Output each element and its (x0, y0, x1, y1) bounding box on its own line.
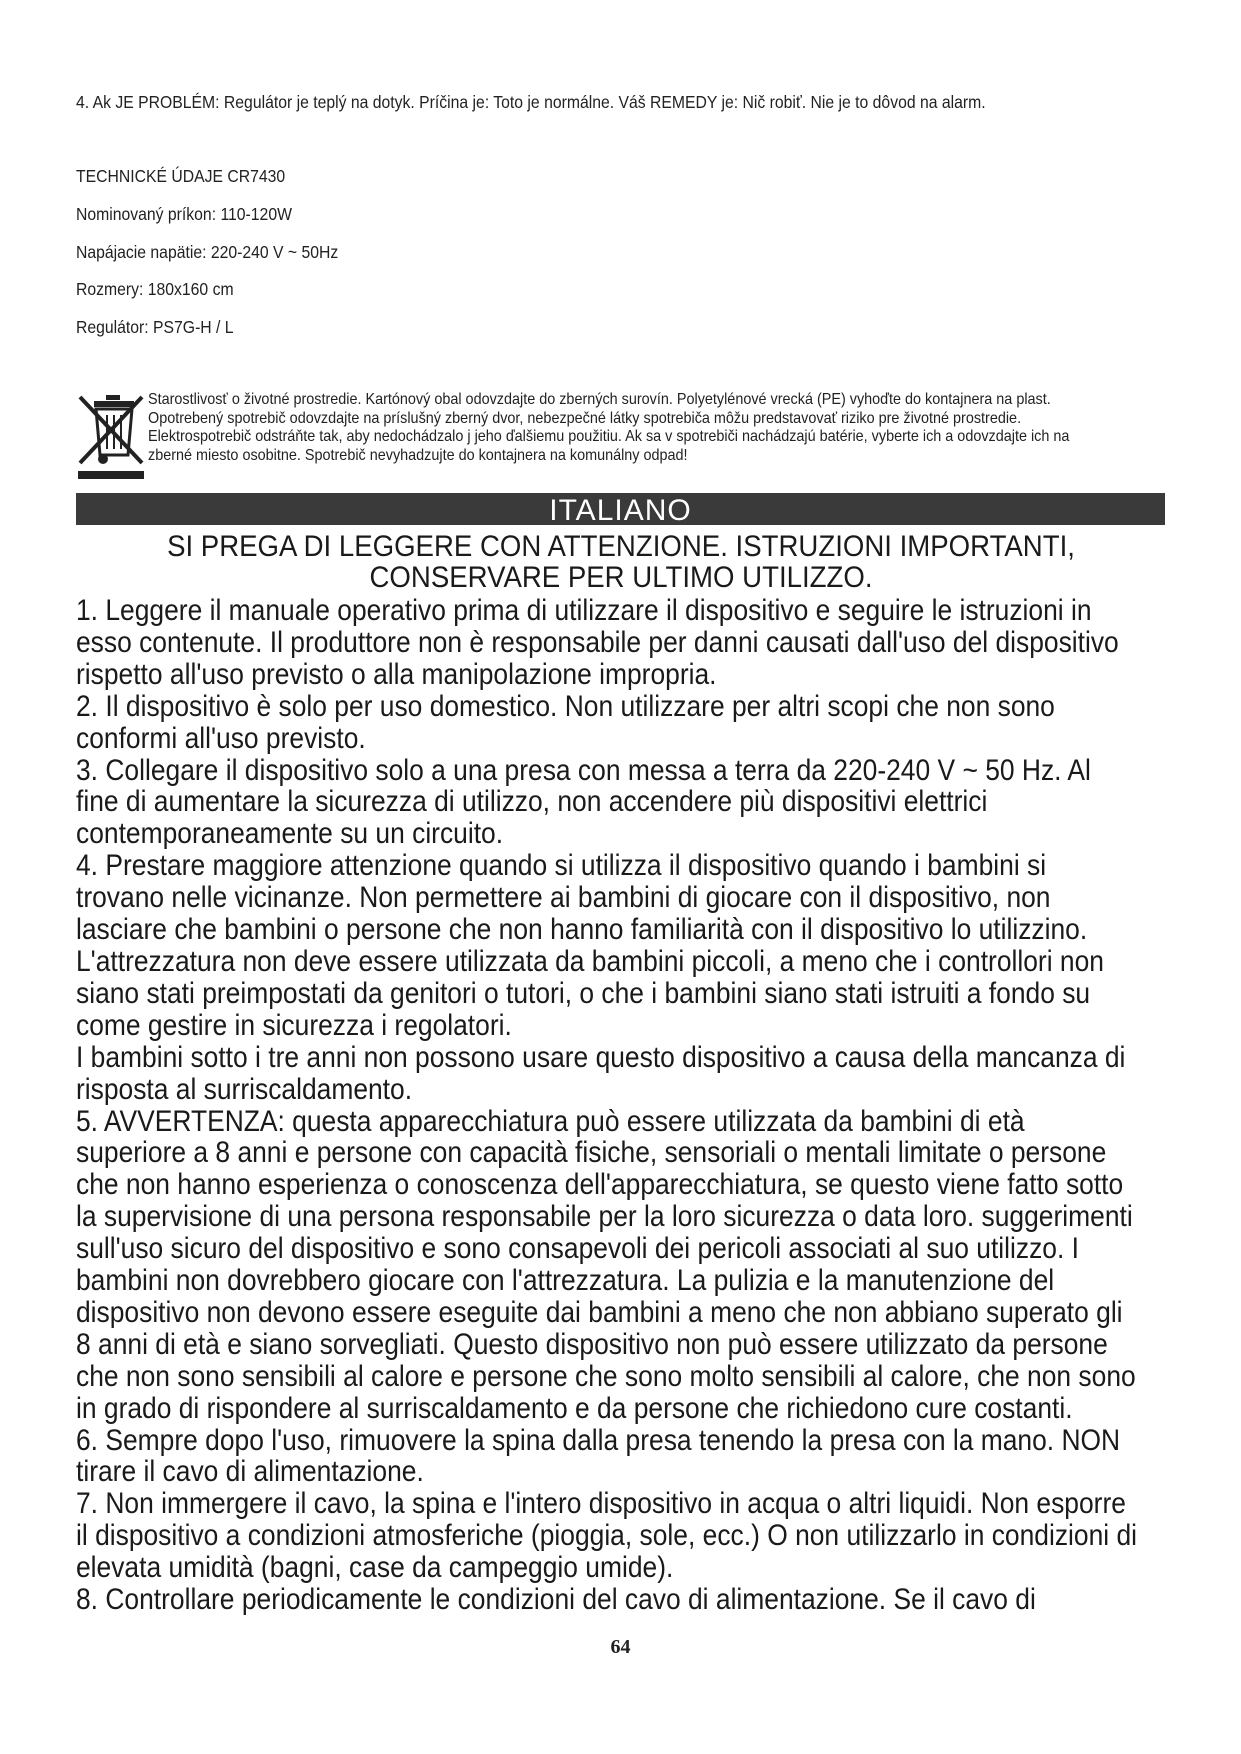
body-line: trovano nelle vicinanze. Non permettere ai bambini di giocare con il dispositivo, non (76, 881, 1051, 915)
section-heading: SI PREGA DI LEGGERE CON ATTENZIONE. ISTRUZIONI IMPORTANTI, CONSERVARE PER ULTIMO UTILIZZO. (167, 530, 1075, 594)
body-line: rispetto all'uso previsto o alla manipolazione impropria. (76, 657, 717, 691)
environment-line: Elektrospotrebič odstráňte tak, aby nedochádzalo j jeho ďalšiemu použitiu. Ak sa v spotrebiči nachádzajú batérie, vyberte ich a odovzdajte ich na (148, 428, 1070, 445)
spec-dimensions: Rozmery: 180x160 cm (76, 279, 234, 299)
body-line: 8. Controllare periodicamente le condizioni del cavo di alimentazione. Se il cavo di (76, 1583, 1036, 1617)
crossed-out-wheelie-bin-icon (76, 391, 146, 481)
troubleshooting-line: 4. Ak JE PROBLÉM: Regulátor je teplý na dotyk. Príčina je: Toto je normálne. Váš REMEDY je: Nič robiť. Nie je to dôvod na alarm. (76, 92, 986, 112)
body-line: 3. Collegare il dispositivo solo a una presa con messa a terra da 220-240 V ~ 50 Hz. Al (76, 753, 1091, 787)
spec-regulator: Regulátor: PS7G-H / L (76, 317, 234, 337)
page-number: 64 (610, 1636, 631, 1658)
body-line: I bambini sotto i tre anni non possono usare questo dispositivo a causa della mancanza di (76, 1040, 1126, 1074)
body-line: siano stati preimpostati da genitori o tutori, o che i bambini siano stati istruiti a fondo su (76, 976, 1091, 1010)
body-line: L'attrezzatura non deve essere utilizzata da bambini piccoli, a meno che i controllori non (76, 944, 1104, 978)
body-line: lasciare che bambini o persone che non hanno familiarità con il dispositivo lo utilizzino. (76, 913, 1088, 947)
environment-line: Opotrebený spotrebič odovzdajte na príslušný zberný dvor, nebezpečné látky spotrebiča môžu predstavovať riziko pre životné prostredie. (148, 409, 1022, 427)
body-line: risposta al surriscaldamento. (76, 1072, 413, 1106)
environment-notice (76, 391, 1166, 481)
body-line: 8 anni di età e siano sorvegliati. Questo dispositivo non può essere utilizzato da persone (76, 1327, 1108, 1361)
body-line: bambini non dovrebbero giocare con l'attrezzatura. La pulizia e la manutenzione del (76, 1264, 1055, 1298)
language-title: ITALIANO (549, 494, 692, 527)
body-line: conformi all'uso previsto. (76, 721, 366, 755)
body-line: superiore a 8 anni e persone con capacità fisiche, sensoriali o mentali limitate o persone (76, 1136, 1107, 1170)
body-line: come gestire in sicurezza i regolatori. (76, 1008, 512, 1042)
language-banner (76, 493, 1165, 525)
body-line: il dispositivo a condizioni atmosferiche (pioggia, sole, ecc.) O non utilizzarlo in condizioni di (76, 1519, 1138, 1553)
environment-line: Starostlivosť o životné prostredie. Kartónový obal odovzdajte do zberných surovín. Polyetylénové vrecká (PE) vyhoďte do kontajnera na plast. (148, 391, 1051, 408)
body-line: 7. Non immergere il cavo, la spina e l'intero dispositivo in acqua o altri liquidi. Non esporre (76, 1487, 1126, 1521)
body-line: che non hanno esperienza o conoscenza dell'apparecchiatura, se questo viene fatto sotto (76, 1168, 1124, 1202)
spec-voltage: Napájacie napätie: 220-240 V ~ 50Hz (76, 242, 339, 262)
body-line: 1. Leggere il manuale operativo prima di utilizzare il dispositivo e seguire le istruzioni in (76, 594, 1092, 627)
body-line: la supervisione di una persona responsabile per la loro sicurezza o data loro. suggerimenti (76, 1200, 1133, 1234)
body-line: tirare il cavo di alimentazione. (76, 1455, 424, 1489)
specs-title: TECHNICKÉ ÚDAJE CR7430 (76, 166, 286, 186)
body-line: fine di aumentare la sicurezza di utilizzo, non accendere più dispositivi elettrici (76, 785, 988, 819)
body-line: 5. AVVERTENZA: questa apparecchiatura può essere utilizzata da bambini di età (76, 1104, 1025, 1138)
body-line: in grado di rispondere al surriscaldamento e da persone che richiedono cure costanti. (76, 1391, 1073, 1425)
environment-line: zberné miesto osobitne. Spotrebič nevyhadzujte do kontajnera na komunálny odpad! (148, 446, 688, 464)
body-line: 6. Sempre dopo l'uso, rimuovere la spina dalla presa tenendo la presa con la mano. NON (76, 1423, 1121, 1457)
instructions-body (76, 594, 1138, 1617)
body-line: dispositivo non devono essere eseguite dai bambini a meno che non abbiano superato gli (76, 1295, 1123, 1329)
spec-power: Nominovaný príkon: 110-120W (76, 204, 292, 224)
body-line: 2. Il dispositivo è solo per uso domestico. Non utilizzare per altri scopi che non sono (76, 689, 1055, 723)
body-line: che non sono sensibili al calore e persone che sono molto sensibili al calore, che non sono (76, 1359, 1136, 1393)
body-line: contemporaneamente su un circuito. (76, 817, 504, 851)
body-line: 4. Prestare maggiore attenzione quando si utilizza il dispositivo quando i bambini si (76, 849, 1047, 883)
body-line: esso contenute. Il produttore non è responsabile per danni causati dall'uso del dispositivo (76, 625, 1119, 659)
body-line: elevata umidità (bagni, case da campeggio umide). (76, 1551, 674, 1585)
body-line: sull'uso sicuro del dispositivo e sono consapevoli dei pericoli associati al suo utilizzo. I (76, 1232, 1079, 1266)
